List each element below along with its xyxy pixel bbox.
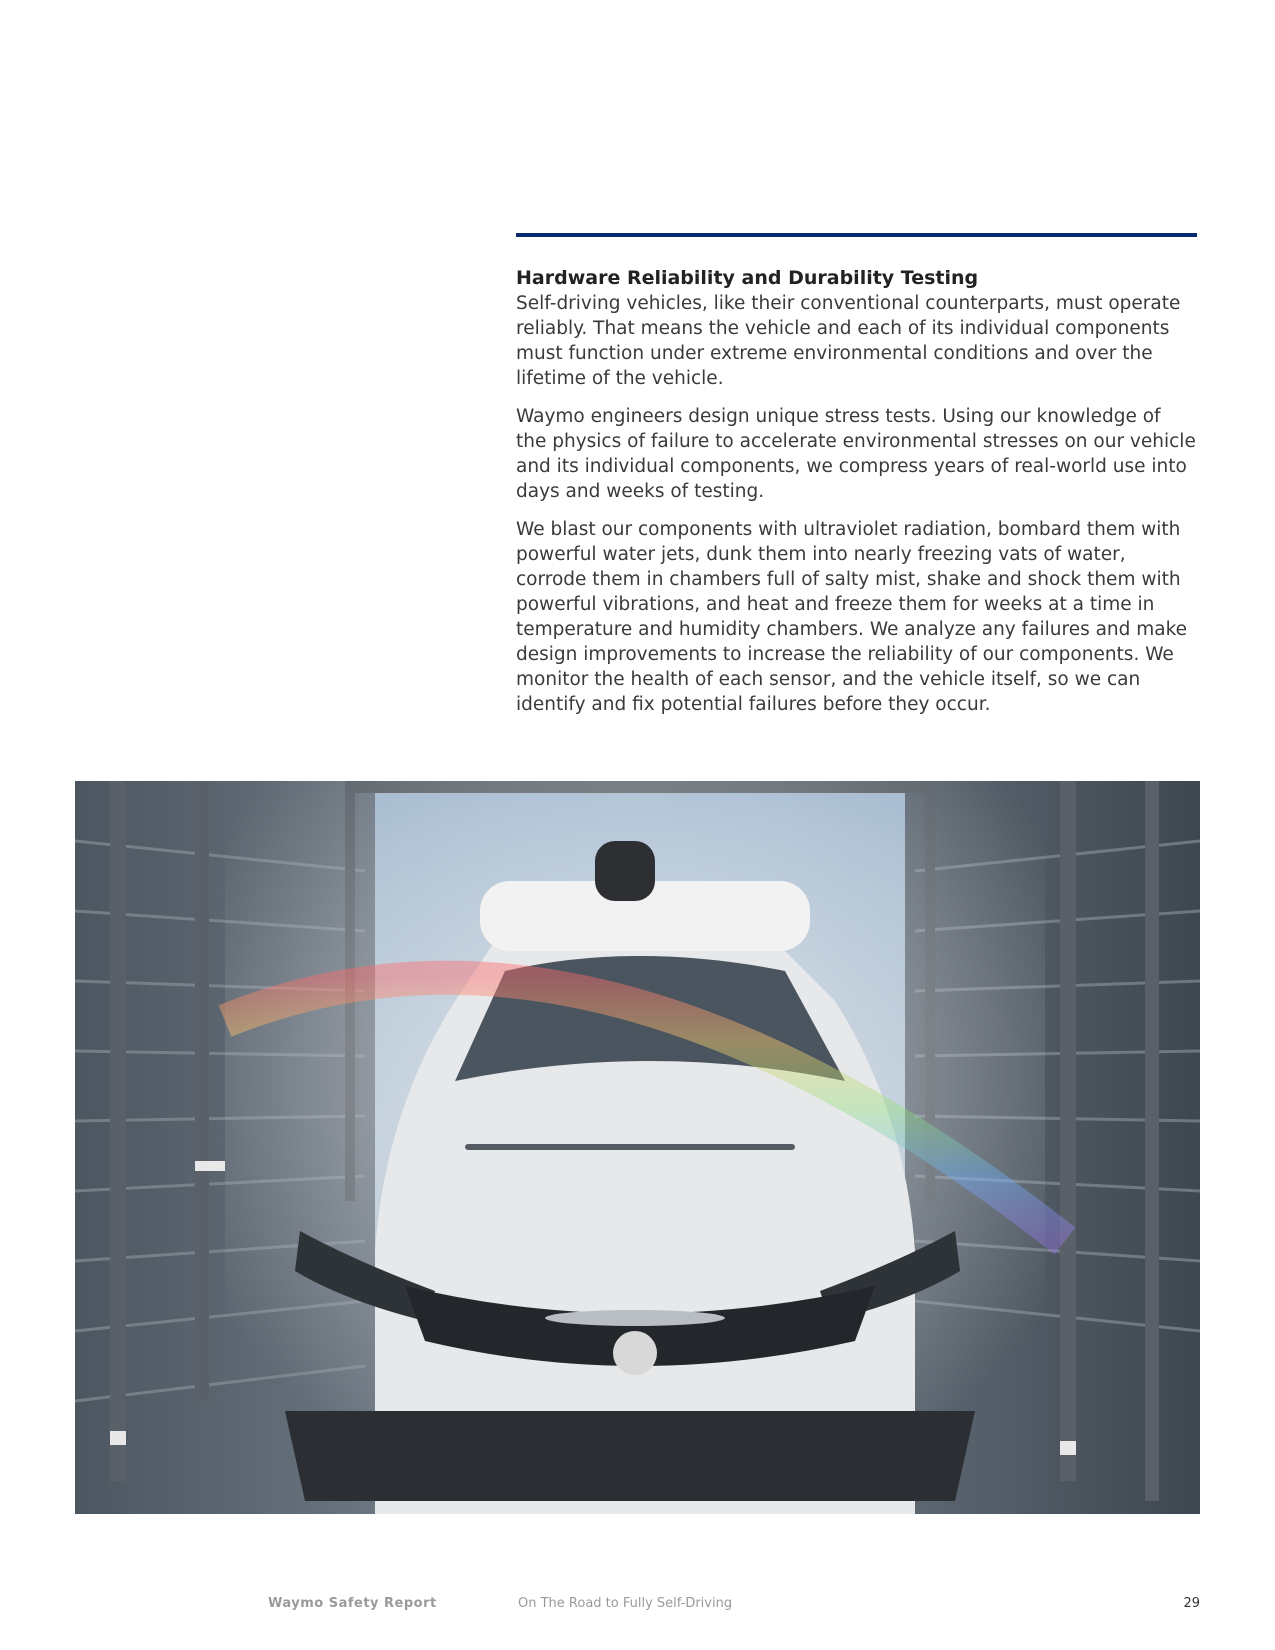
page-number: 29 — [1183, 1596, 1200, 1611]
article-body — [516, 266, 1196, 730]
paragraph-2: Waymo engineers design unique stress tests. Using our knowledge of the physics of failure to accelerate environmental stresses on our vehicle and its individual components, we compress years of real-world use into days and weeks of testing. — [516, 406, 1196, 502]
section-heading: Hardware Reliability and Durability Testing — [516, 267, 979, 289]
paragraph-3: We blast our components with ultraviolet radiation, bombard them with powerful water jets, dunk them into nearly freezing vats of water, corrode them in chambers full of salty mist, shake and shock them with powerful vibrations, and heat and freeze them for weeks at a time in temperature and humidity chambers. We analyze any failures and make design improvements to increase the reliability of our components. We monitor the health of each sensor, and the vehicle itself, so we can identify and fix potential failures before they occur. — [516, 519, 1188, 715]
footer-report-name: Waymo Safety Report — [268, 1596, 437, 1611]
section-divider-rule — [516, 233, 1197, 237]
paragraph-1: Self-driving vehicles, like their conventional counterparts, must operate reliably. That means the vehicle and each of its individual components must function under extreme environmental conditions and over the lifetime of the vehicle. — [516, 293, 1181, 389]
footer-section-title: On The Road to Fully Self-Driving — [518, 1596, 733, 1611]
vehicle-water-spray-photo — [75, 781, 1200, 1514]
